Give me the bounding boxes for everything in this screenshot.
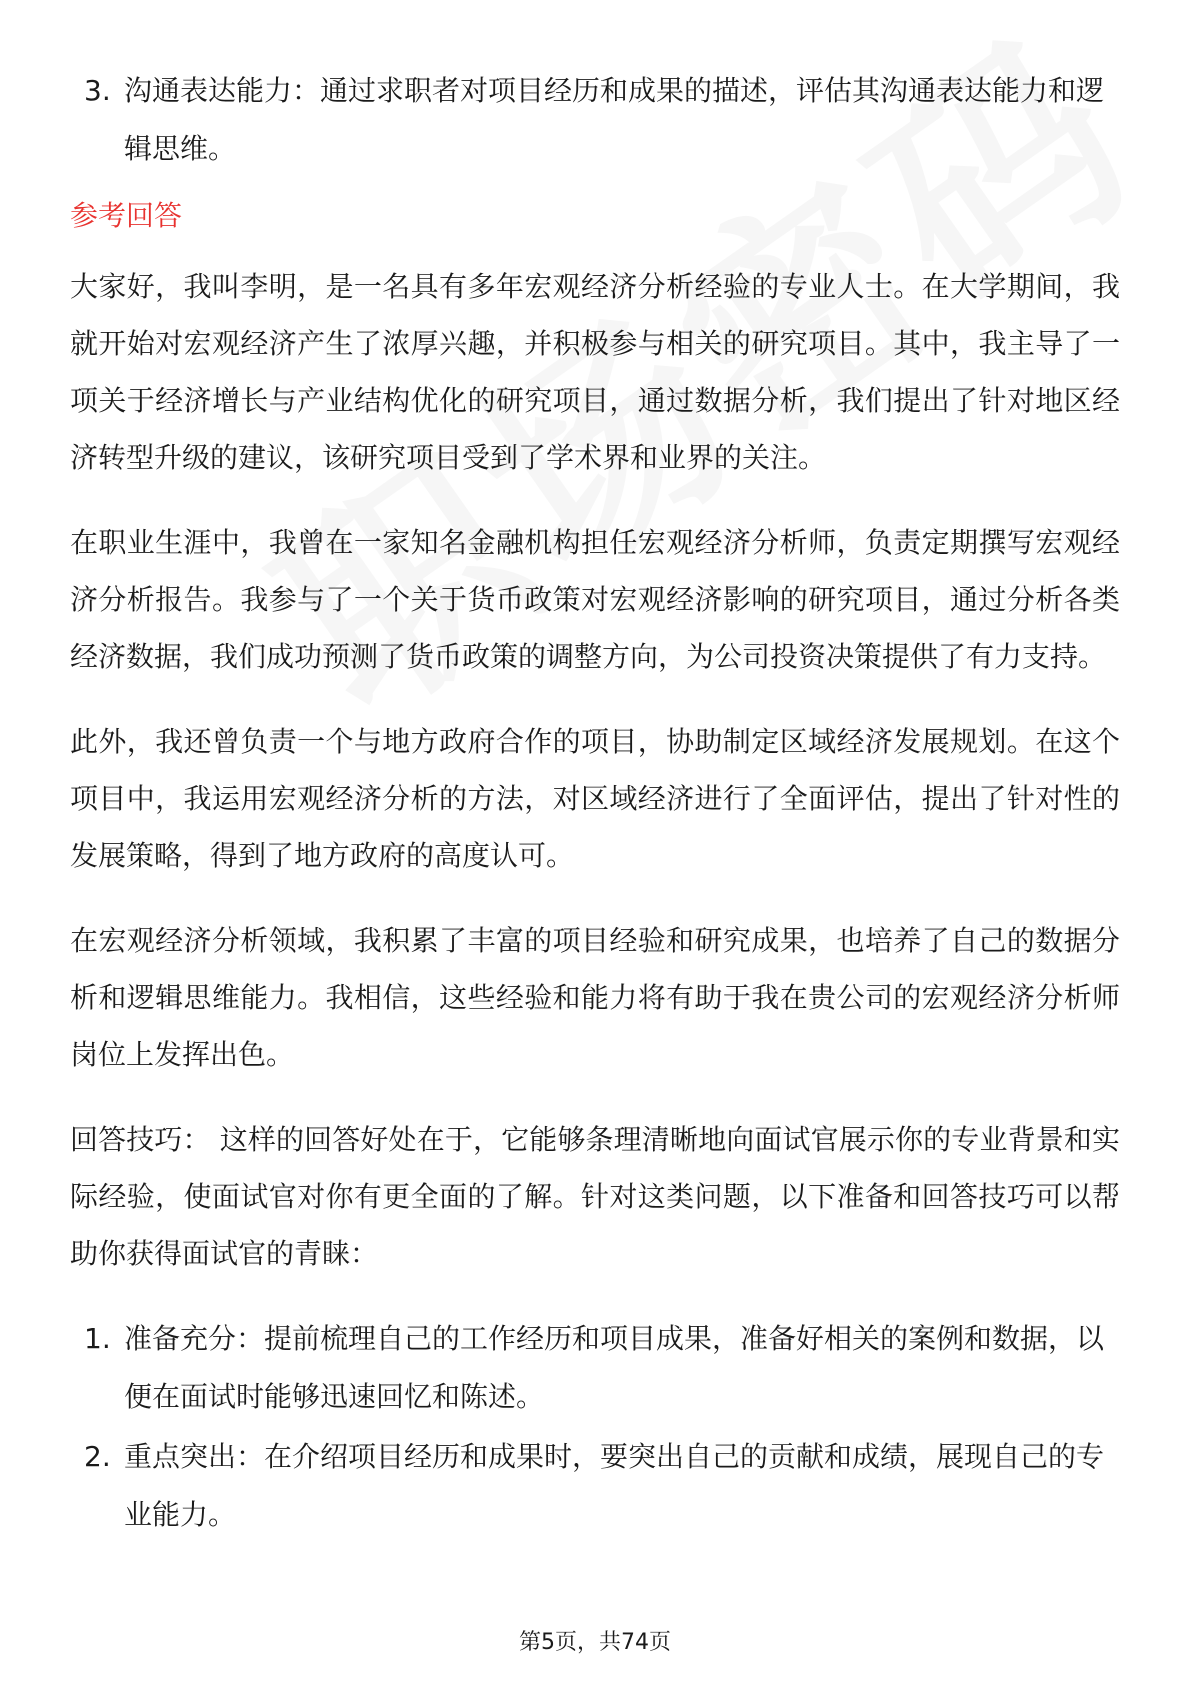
list-text: 沟通表达能力：通过求职者对项目经历和成果的描述，评估其沟通表达能力和逻辑思维。 <box>124 74 1105 165</box>
paragraph-tips-intro: 回答技巧： 这样的回答好处在于，它能够条理清晰地向面试官展示你的专业背景和实际经验，使面试官对你有更全面的了解。针对这类问题，以下准备和回答技巧可以帮助你获得面试官的青睐： <box>70 1123 1120 1270</box>
paragraph-intro: 大家好，我叫李明，是一名具有多年宏观经济分析经验的专业人士。在大学期间，我就开始对宏观经济产生了浓厚兴趣，并积极参与相关的研究项目。其中，我主导了一项关于经济增长与产业结构优化的研究项目，通过数据分析，我们提出了针对地区经济转型升级的建议，该研究项目受到了学术界和业界的关注。 <box>70 270 1120 474</box>
section-heading: 参考回答 <box>70 199 183 232</box>
paragraph-summary: 在宏观经济分析领域，我积累了丰富的项目经验和研究成果，也培养了自己的数据分析和逻辑思维能力。我相信，这些经验和能力将有助于我在贵公司的宏观经济分析师岗位上发挥出色。 <box>70 924 1120 1071</box>
list-text: 重点突出：在介绍项目经历和成果时，要突出自己的贡献和成绩，展现自己的专业能力。 <box>124 1440 1105 1531</box>
list-number: 3. <box>84 74 111 107</box>
list-item-preparation <box>70 1310 1120 1426</box>
tips-list <box>70 1310 1120 1544</box>
list-text: 准备充分：提前梳理自己的工作经历和项目成果，准备好相关的案例和数据，以便在面试时能够迅速回忆和陈述。 <box>124 1322 1105 1413</box>
list-item-highlight <box>70 1428 1120 1544</box>
page-content <box>70 62 1120 1546</box>
paragraph-government-project: 此外，我还曾负责一个与地方政府合作的项目，协助制定区域经济发展规划。在这个项目中，我运用宏观经济分析的方法，对区域经济进行了全面评估，提出了针对性的发展策略，得到了地方政府的高度认可。 <box>70 725 1120 872</box>
list-item-communication <box>70 62 1120 178</box>
page-footer: 第5页，共74页 <box>519 1630 671 1655</box>
list-number: 2. <box>84 1440 111 1473</box>
list-number: 1. <box>84 1322 111 1355</box>
paragraph-career: 在职业生涯中，我曾在一家知名金融机构担任宏观经济分析师，负责定期撰写宏观经济分析报告。我参与了一个关于货币政策对宏观经济影响的研究项目，通过分析各类经济数据，我们成功预测了货币政策的调整方向，为公司投资决策提供了有力支持。 <box>70 526 1120 673</box>
